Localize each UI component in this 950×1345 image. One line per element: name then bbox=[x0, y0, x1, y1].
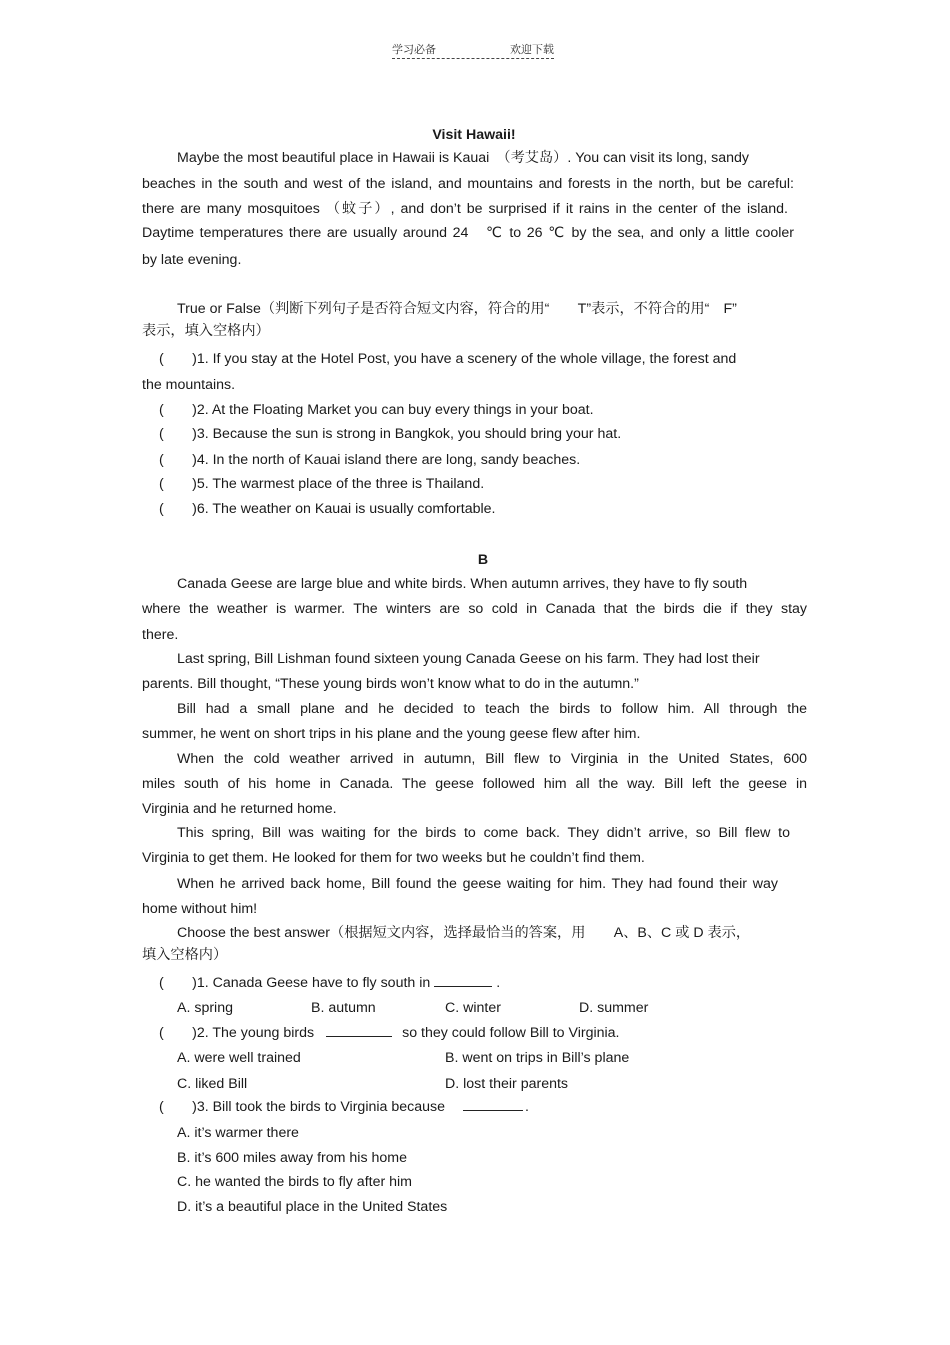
mc-q2-option-a: A. were well trained bbox=[177, 1050, 301, 1066]
passage-a-line: Daytime temperatures there are usually around 24 ℃ to 26 ℃ by the sea, and only a little cooler bbox=[142, 225, 794, 241]
mc-question-3-text: ( )3. Bill took the birds to Virginia because bbox=[159, 1099, 445, 1115]
mc-q1-option-a: A. spring bbox=[177, 1000, 233, 1016]
mc-q1-option-b: B. autumn bbox=[311, 1000, 376, 1016]
tf-question-1-cont: the mountains. bbox=[142, 377, 236, 393]
passage-b-line: summer, he went on short trips in his plane and the young geese flew after him. bbox=[142, 726, 641, 742]
passage-b-line: where the weather is warmer. The winters are so cold in Canada that the birds die if they stay bbox=[142, 601, 807, 617]
mc-q3-option-a: A. it’s warmer there bbox=[177, 1125, 299, 1141]
tf-question-1: ( )1. If you stay at the Hotel Post, you have a scenery of the whole village, the forest and bbox=[159, 351, 737, 367]
passage-b-line: there. bbox=[142, 627, 179, 643]
passage-b-line: When the cold weather arrived in autumn, Bill flew to Virginia in the United States, 600 bbox=[177, 751, 807, 767]
passage-b-line: Virginia and he returned home. bbox=[142, 801, 337, 817]
mc-q1-option-c: C. winter bbox=[445, 1000, 501, 1016]
tf-question-6: ( )6. The weather on Kauai is usually comfortable. bbox=[159, 501, 496, 517]
tf-instruction: 表示，填入空格内） bbox=[142, 323, 270, 339]
answer-blank bbox=[434, 974, 492, 987]
passage-b-line: This spring, Bill was waiting for the birds to come back. They didn’t arrive, so Bill flew to bbox=[177, 825, 790, 841]
mc-question-1-end: . bbox=[496, 975, 501, 991]
passage-b-line: miles south of his home in Canada. The geese followed him all the way. Bill left the geese in bbox=[142, 776, 807, 792]
passage-b-line: parents. Bill thought, “These young birds won’t know what to do in the autumn.” bbox=[142, 676, 639, 692]
passage-b-line: Bill had a small plane and he decided to teach the birds to follow him. All through the bbox=[177, 701, 807, 717]
mc-question-2-text: ( )2. The young birds bbox=[159, 1025, 315, 1041]
passage-b-title: B bbox=[477, 552, 489, 568]
passage-b-line: Last spring, Bill Lishman found sixteen young Canada Geese on his farm. They had lost their bbox=[177, 651, 760, 667]
mc-question-3 bbox=[159, 1098, 529, 1116]
mc-q3-option-c: C. he wanted the birds to fly after him bbox=[177, 1174, 412, 1190]
tf-question-3: ( )3. Because the sun is strong in Bangkok, you should bring your hat. bbox=[159, 426, 622, 442]
passage-b-line: Virginia to get them. He looked for them for two weeks but he couldn’t find them. bbox=[142, 850, 645, 866]
tf-question-2: ( )2. At the Floating Market you can buy every things in your boat. bbox=[159, 402, 594, 418]
tf-question-4: ( )4. In the north of Kauai island there are long, sandy beaches. bbox=[159, 452, 581, 468]
mc-question-2 bbox=[159, 1024, 620, 1042]
passage-a-line: beaches in the south and west of the island, and mountains and forests in the north, but be careful: bbox=[142, 176, 794, 192]
mc-q2-option-d: D. lost their parents bbox=[445, 1076, 569, 1092]
mc-question-3-end: . bbox=[525, 1099, 529, 1115]
mc-question-1 bbox=[159, 974, 500, 992]
answer-blank bbox=[463, 1098, 523, 1111]
passage-a-line: Maybe the most beautiful place in Hawaii is Kauai （考艾岛）. You can visit its long, sandy bbox=[177, 150, 749, 166]
passage-a-line: by late evening. bbox=[142, 252, 242, 268]
mc-instruction: 填入空格内） bbox=[142, 947, 228, 963]
page-header bbox=[392, 40, 554, 59]
header-left: 学习必备 bbox=[392, 44, 436, 56]
passage-a-title: Visit Hawaii! bbox=[432, 127, 516, 143]
mc-q3-option-d: D. it’s a beautiful place in the United States bbox=[177, 1199, 448, 1215]
mc-q3-option-b: B. it’s 600 miles away from his home bbox=[177, 1150, 407, 1166]
passage-b-line: Canada Geese are large blue and white birds. When autumn arrives, they have to fly south bbox=[177, 576, 748, 592]
passage-b-line: When he arrived back home, Bill found the geese waiting for him. They had found their way bbox=[177, 876, 778, 892]
mc-instruction: Choose the best answer（根据短文内容，选择最恰当的答案，用 A、B、C 或 D 表示， bbox=[177, 925, 751, 941]
passage-b-line: home without him! bbox=[142, 901, 258, 917]
tf-instruction: True or False（判断下列句子是否符合短文内容，符合的用“ T”表示，不符合的用“ F” bbox=[177, 301, 737, 317]
mc-q1-option-d: D. summer bbox=[579, 1000, 649, 1016]
passage-a-line: there are many mosquitoes （蚊子）, and don’t be surprised if it rains in the center of the island. bbox=[142, 201, 788, 217]
header-right: 欢迎下载 bbox=[510, 44, 554, 56]
mc-question-1-text: ( )1. Canada Geese have to fly south in bbox=[159, 975, 431, 991]
mc-q2-option-b: B. went on trips in Bill’s plane bbox=[445, 1050, 630, 1066]
mc-q2-option-c: C. liked Bill bbox=[177, 1076, 248, 1092]
answer-blank bbox=[326, 1024, 392, 1037]
tf-question-5: ( )5. The warmest place of the three is Thailand. bbox=[159, 476, 485, 492]
mc-question-2-end: so they could follow Bill to Virginia. bbox=[402, 1025, 620, 1041]
